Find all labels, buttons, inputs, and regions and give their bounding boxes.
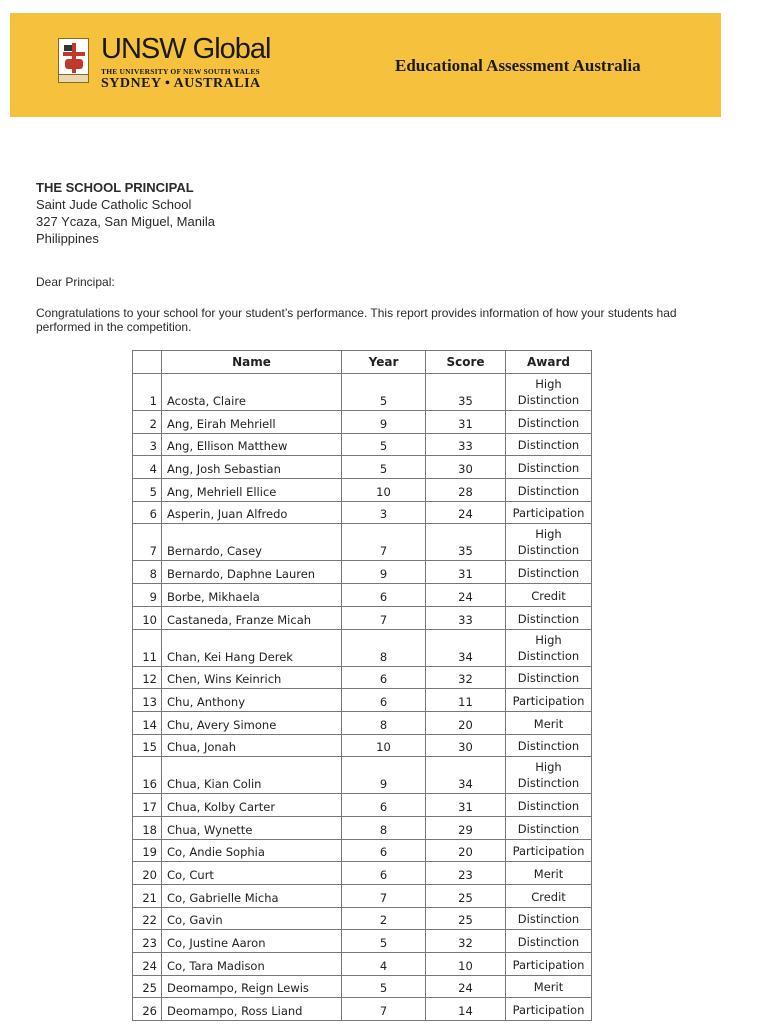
student-year: 5: [342, 374, 426, 411]
student-score: 25: [426, 907, 506, 930]
student-year: 6: [342, 689, 426, 712]
student-year: 3: [342, 501, 426, 524]
logo-wordmark: UNSW Global: [101, 33, 271, 65]
student-year: 9: [342, 757, 426, 794]
student-award: High Distinction: [506, 374, 592, 411]
student-score: 31: [426, 794, 506, 817]
student-year: 10: [342, 479, 426, 502]
table-row: [133, 456, 592, 479]
student-name: Bernardo, Daphne Lauren: [162, 561, 342, 584]
student-name: Co, Andie Sophia: [162, 839, 342, 862]
header-score: Score: [426, 351, 506, 374]
row-number: 5: [133, 479, 162, 502]
student-name: Deomampo, Reign Lewis: [162, 975, 342, 998]
student-award: Distinction: [506, 433, 592, 456]
row-number: 17: [133, 794, 162, 817]
student-score: 30: [426, 456, 506, 479]
table-row: [133, 606, 592, 629]
row-number: 13: [133, 689, 162, 712]
student-award: Merit: [506, 711, 592, 734]
row-number: 19: [133, 839, 162, 862]
salutation: Dear Principal:: [36, 275, 115, 289]
student-year: 10: [342, 734, 426, 757]
table-row: [133, 885, 592, 908]
student-name: Chua, Wynette: [162, 816, 342, 839]
student-award: Participation: [506, 689, 592, 712]
student-award: Participation: [506, 998, 592, 1021]
student-award: Distinction: [506, 561, 592, 584]
table-row: [133, 524, 592, 561]
student-name: Ang, Eirah Mehriell: [162, 411, 342, 434]
student-award: Distinction: [506, 794, 592, 817]
student-score: 34: [426, 629, 506, 666]
table-row: [133, 862, 592, 885]
student-year: 8: [342, 711, 426, 734]
student-award: Participation: [506, 501, 592, 524]
table-header-row: [133, 351, 592, 374]
letterhead-band: [10, 13, 721, 117]
row-number: 20: [133, 862, 162, 885]
student-year: 9: [342, 561, 426, 584]
intro-paragraph: Congratulations to your school for your student’s performance. This report provides information of how your students had performed in the competition.: [36, 306, 677, 334]
table-row: [133, 689, 592, 712]
row-number: 25: [133, 975, 162, 998]
student-award: Merit: [506, 862, 592, 885]
student-score: 32: [426, 930, 506, 953]
student-score: 28: [426, 479, 506, 502]
student-year: 4: [342, 953, 426, 976]
student-score: 14: [426, 998, 506, 1021]
student-year: 6: [342, 666, 426, 689]
student-name: Acosta, Claire: [162, 374, 342, 411]
logo-university-name: THE UNIVERSITY OF NEW SOUTH WALES: [101, 67, 260, 76]
student-score: 24: [426, 501, 506, 524]
student-award: Distinction: [506, 456, 592, 479]
student-award: Distinction: [506, 479, 592, 502]
student-year: 6: [342, 584, 426, 607]
student-score: 10: [426, 953, 506, 976]
table-row: [133, 794, 592, 817]
logo-location: SYDNEY • AUSTRALIA: [101, 76, 261, 91]
student-score: 20: [426, 711, 506, 734]
table-row: [133, 629, 592, 666]
student-year: 7: [342, 998, 426, 1021]
row-number: 10: [133, 606, 162, 629]
table-row: [133, 479, 592, 502]
student-score: 32: [426, 666, 506, 689]
student-name: Bernardo, Casey: [162, 524, 342, 561]
row-number: 8: [133, 561, 162, 584]
recipient-school: Saint Jude Catholic School: [36, 197, 192, 212]
row-number: 7: [133, 524, 162, 561]
table-row: [133, 930, 592, 953]
student-year: 6: [342, 839, 426, 862]
student-score: 31: [426, 411, 506, 434]
student-name: Chua, Jonah: [162, 734, 342, 757]
student-name: Co, Gavin: [162, 907, 342, 930]
student-name: Chu, Avery Simone: [162, 711, 342, 734]
table-row: [133, 711, 592, 734]
row-number: 9: [133, 584, 162, 607]
student-year: 6: [342, 794, 426, 817]
student-name: Borbe, Mikhaela: [162, 584, 342, 607]
student-year: 5: [342, 975, 426, 998]
student-name: Chua, Kian Colin: [162, 757, 342, 794]
table-row: [133, 953, 592, 976]
student-year: 9: [342, 411, 426, 434]
student-name: Co, Gabrielle Micha: [162, 885, 342, 908]
student-award: Distinction: [506, 816, 592, 839]
student-name: Asperin, Juan Alfredo: [162, 501, 342, 524]
student-name: Deomampo, Ross Liand: [162, 998, 342, 1021]
table-row: [133, 907, 592, 930]
row-number: 12: [133, 666, 162, 689]
table-row: [133, 501, 592, 524]
student-award: Distinction: [506, 666, 592, 689]
student-score: 20: [426, 839, 506, 862]
row-number: 21: [133, 885, 162, 908]
student-score: 24: [426, 975, 506, 998]
student-score: 33: [426, 606, 506, 629]
row-number: 6: [133, 501, 162, 524]
student-award: Distinction: [506, 411, 592, 434]
row-number: 4: [133, 456, 162, 479]
row-number: 2: [133, 411, 162, 434]
table-row: [133, 584, 592, 607]
student-award: High Distinction: [506, 757, 592, 794]
organization-title: Educational Assessment Australia: [395, 56, 641, 75]
student-name: Ang, Josh Sebastian: [162, 456, 342, 479]
header-number: [133, 351, 162, 374]
table-row: [133, 561, 592, 584]
table-row: [133, 433, 592, 456]
student-year: 7: [342, 524, 426, 561]
row-number: 18: [133, 816, 162, 839]
recipient-address: [36, 179, 215, 247]
student-name: Co, Justine Aaron: [162, 930, 342, 953]
results-table: [132, 350, 592, 1021]
student-name: Castaneda, Franze Micah: [162, 606, 342, 629]
student-score: 31: [426, 561, 506, 584]
student-award: Merit: [506, 975, 592, 998]
student-year: 7: [342, 885, 426, 908]
recipient-street: 327 Ycaza, San Miguel, Manila: [36, 214, 215, 229]
student-score: 34: [426, 757, 506, 794]
recipient-country: Philippines: [36, 231, 99, 246]
student-award: Participation: [506, 839, 592, 862]
row-number: 11: [133, 629, 162, 666]
row-number: 22: [133, 907, 162, 930]
student-year: 5: [342, 456, 426, 479]
student-name: Co, Curt: [162, 862, 342, 885]
student-award: Participation: [506, 953, 592, 976]
row-number: 14: [133, 711, 162, 734]
student-name: Chu, Anthony: [162, 689, 342, 712]
student-name: Chan, Kei Hang Derek: [162, 629, 342, 666]
student-name: Ang, Ellison Matthew: [162, 433, 342, 456]
student-year: 2: [342, 907, 426, 930]
student-score: 23: [426, 862, 506, 885]
student-award: Distinction: [506, 734, 592, 757]
row-number: 16: [133, 757, 162, 794]
student-score: 33: [426, 433, 506, 456]
header-award: Award: [506, 351, 592, 374]
student-award: Distinction: [506, 606, 592, 629]
student-score: 24: [426, 584, 506, 607]
row-number: 3: [133, 433, 162, 456]
student-year: 8: [342, 629, 426, 666]
table-row: [133, 734, 592, 757]
table-row: [133, 757, 592, 794]
student-score: 35: [426, 374, 506, 411]
table-row: [133, 411, 592, 434]
header-year: Year: [342, 351, 426, 374]
table-row: [133, 374, 592, 411]
student-year: 7: [342, 606, 426, 629]
student-score: 30: [426, 734, 506, 757]
student-year: 5: [342, 433, 426, 456]
university-crest-icon: [58, 38, 89, 83]
student-name: Ang, Mehriell Ellice: [162, 479, 342, 502]
student-score: 35: [426, 524, 506, 561]
table-row: [133, 839, 592, 862]
student-year: 6: [342, 862, 426, 885]
student-year: 5: [342, 930, 426, 953]
table-row: [133, 998, 592, 1021]
row-number: 24: [133, 953, 162, 976]
results-body: [133, 374, 592, 1021]
student-award: High Distinction: [506, 629, 592, 666]
table-row: [133, 816, 592, 839]
student-award: Distinction: [506, 930, 592, 953]
student-award: High Distinction: [506, 524, 592, 561]
student-award: Credit: [506, 885, 592, 908]
student-award: Credit: [506, 584, 592, 607]
row-number: 1: [133, 374, 162, 411]
header-name: Name: [162, 351, 342, 374]
student-name: Chua, Kolby Carter: [162, 794, 342, 817]
student-name: Chen, Wins Keinrich: [162, 666, 342, 689]
student-name: Co, Tara Madison: [162, 953, 342, 976]
row-number: 15: [133, 734, 162, 757]
row-number: 23: [133, 930, 162, 953]
student-score: 29: [426, 816, 506, 839]
student-score: 25: [426, 885, 506, 908]
row-number: 26: [133, 998, 162, 1021]
student-score: 11: [426, 689, 506, 712]
table-row: [133, 975, 592, 998]
student-award: Distinction: [506, 907, 592, 930]
table-row: [133, 666, 592, 689]
recipient-title: THE SCHOOL PRINCIPAL: [36, 180, 194, 195]
student-year: 8: [342, 816, 426, 839]
